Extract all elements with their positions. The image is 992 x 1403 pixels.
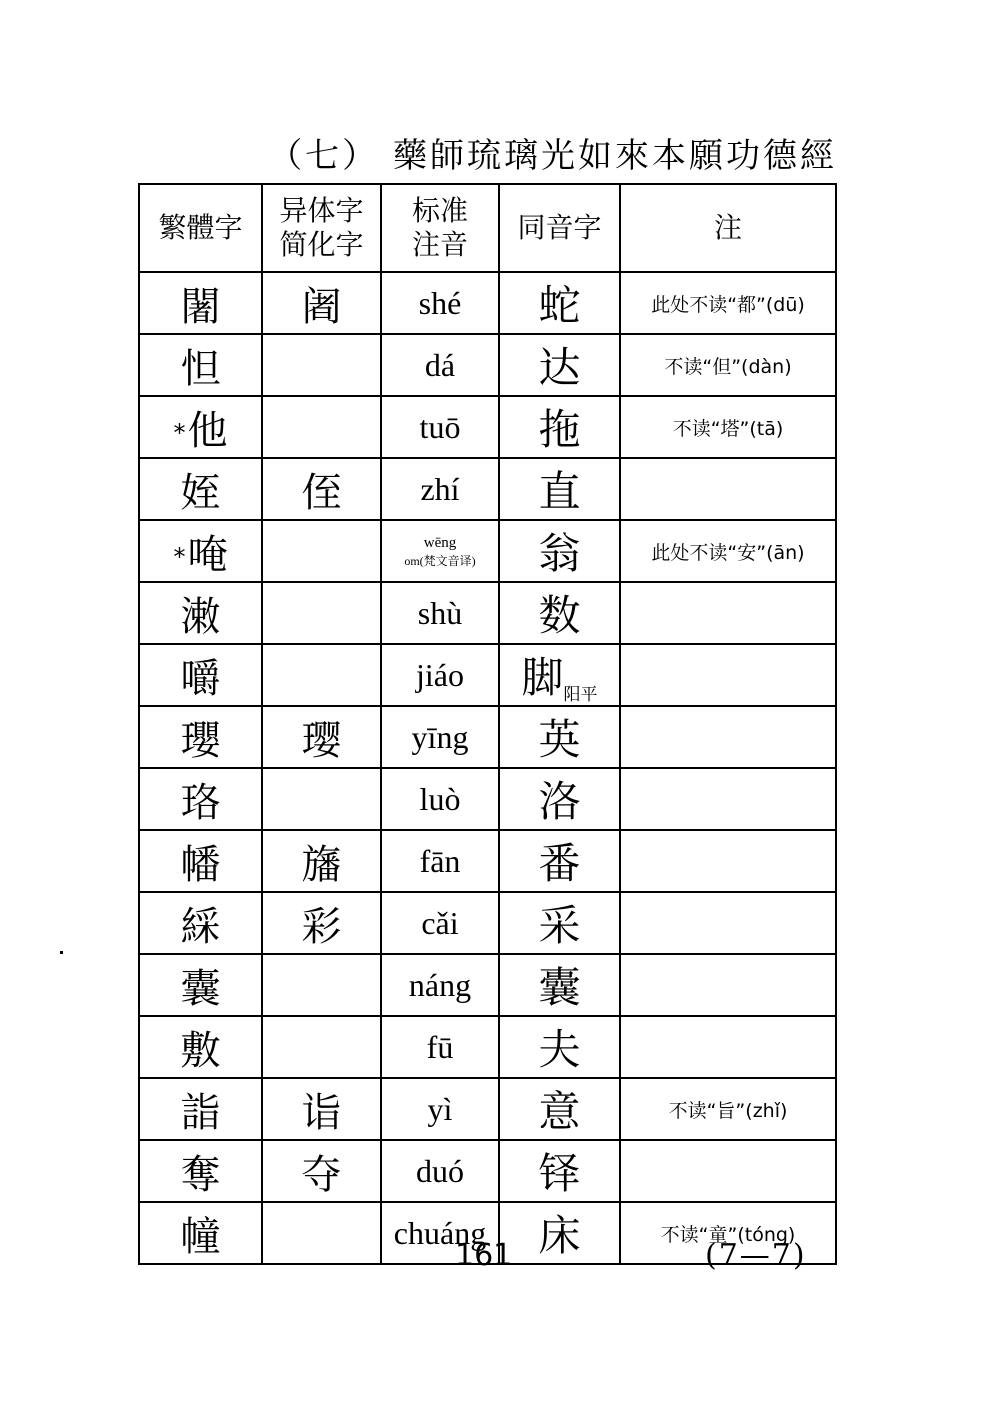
variant-simplified-cell: 夺 (262, 1140, 381, 1202)
homophone-cell (499, 954, 620, 1016)
tone-annotation: 阳平 (563, 685, 598, 705)
homophone-char: 铎 (538, 1149, 581, 1198)
pinyin-annotation: om(梵文音译) (404, 554, 476, 568)
pinyin-cell: náng (381, 954, 499, 1016)
traditional-char: 唵 (187, 531, 228, 578)
traditional-char: 奪 (180, 1151, 221, 1198)
note-cell: 不读“童”(tóng) (620, 1202, 836, 1264)
traditional-char-cell (139, 892, 262, 954)
table-row (139, 768, 836, 830)
traditional-char: 潄 (180, 593, 221, 640)
pinyin-cell: zhí (381, 458, 499, 520)
pinyin-cell: yīng (381, 706, 499, 768)
stray-mark (60, 951, 63, 954)
traditional-char-cell (139, 520, 262, 582)
traditional-char-cell (139, 1140, 262, 1202)
variant-simplified-cell: 侄 (262, 458, 381, 520)
header-variant-simplified (262, 184, 381, 272)
pinyin-cell: duó (381, 1140, 499, 1202)
pinyin-cell: luò (381, 768, 499, 830)
traditional-char-cell (139, 830, 262, 892)
page-title: （七） 藥師琉璃光如來本願功德經 (268, 136, 837, 176)
variant-simplified-cell: 阇 (262, 272, 381, 334)
traditional-char: 他 (187, 407, 228, 454)
note-cell: 此处不读“安”(ān) (620, 520, 836, 582)
traditional-char-cell (139, 954, 262, 1016)
table-row (139, 1140, 836, 1202)
note-cell (620, 1140, 836, 1202)
traditional-char-cell (139, 1016, 262, 1078)
table-row (139, 1016, 836, 1078)
homophone-char: 采 (538, 901, 581, 950)
homophone-char: 夫 (538, 1025, 581, 1074)
variant-simplified-cell (262, 954, 381, 1016)
homophone-cell (499, 582, 620, 644)
table-row (139, 706, 836, 768)
homophone-cell (499, 334, 620, 396)
header-row (139, 184, 836, 272)
homophone-cell (499, 272, 620, 334)
pinyin-cell: shù (381, 582, 499, 644)
note-cell: 此处不读“都”(dū) (620, 272, 836, 334)
homophone-char: 意 (538, 1087, 581, 1136)
table-row (139, 954, 836, 1016)
table-row (139, 272, 836, 334)
header-standard-pinyin-text: 标准 注音 (411, 194, 468, 261)
variant-simplified-cell: 彩 (262, 892, 381, 954)
traditional-char-cell (139, 706, 262, 768)
homophone-char: 英 (538, 715, 581, 764)
header-variant-simplified-text: 异体字 简化字 (279, 194, 364, 261)
homophone-cell (499, 396, 620, 458)
variant-simplified-cell (262, 582, 381, 644)
note-cell (620, 768, 836, 830)
traditional-char-cell (139, 272, 262, 334)
table-row (139, 644, 836, 706)
homophone-cell (499, 706, 620, 768)
homophone-char: 番 (538, 839, 581, 888)
traditional-char: 嚼 (180, 655, 221, 702)
pinyin-cell: fū (381, 1016, 499, 1078)
table-row (139, 458, 836, 520)
homophone-cell (499, 644, 620, 706)
homophone-cell (499, 520, 620, 582)
asterisk-mark: * (173, 542, 186, 571)
traditional-char-cell (139, 582, 262, 644)
homophone-cell (499, 892, 620, 954)
table-row (139, 396, 836, 458)
homophone-char: 蛇 (538, 281, 581, 330)
traditional-char-cell (139, 1078, 262, 1140)
pinyin-cell: fān (381, 830, 499, 892)
traditional-char-cell (139, 768, 262, 830)
traditional-char-cell (139, 396, 262, 458)
homophone-cell (499, 1016, 620, 1078)
table-row (139, 520, 836, 582)
note-cell (620, 644, 836, 706)
note-cell: 不读“塔”(tā) (620, 396, 836, 458)
traditional-char: 怛 (180, 345, 221, 392)
traditional-char: 姪 (180, 469, 221, 516)
pinyin-cell: cǎi (381, 892, 499, 954)
traditional-char: 囊 (180, 965, 221, 1012)
header-note: 注 (620, 184, 836, 272)
page-number: 161 (455, 1238, 513, 1273)
traditional-char: 珞 (180, 779, 221, 826)
traditional-char-cell (139, 334, 262, 396)
homophone-char: 洛 (538, 777, 581, 826)
note-cell (620, 830, 836, 892)
pinyin-cell: tuō (381, 396, 499, 458)
homophone-cell (499, 1078, 620, 1140)
homophone-char: 床 (538, 1211, 581, 1260)
note-cell: 不读“但”(dàn) (620, 334, 836, 396)
table-row (139, 892, 836, 954)
traditional-char: 詣 (180, 1089, 221, 1136)
traditional-char: 闍 (180, 283, 221, 330)
homophone-cell (499, 830, 620, 892)
homophone-char: 达 (538, 343, 581, 392)
header-standard-pinyin (381, 184, 499, 272)
variant-simplified-cell: 璎 (262, 706, 381, 768)
traditional-char: 瓔 (180, 717, 221, 764)
homophone-char: 脚 (521, 653, 564, 702)
traditional-char: 幡 (180, 841, 221, 888)
pinyin-cell (381, 520, 499, 582)
traditional-char-cell (139, 1202, 262, 1264)
table-row (139, 1078, 836, 1140)
homophone-char: 拖 (538, 405, 581, 454)
variant-simplified-cell (262, 768, 381, 830)
note-cell (620, 1016, 836, 1078)
variant-simplified-cell (262, 1202, 381, 1264)
pinyin-cell: chuáng (381, 1202, 499, 1264)
pinyin-cell: jiáo (381, 644, 499, 706)
header-traditional: 繁體字 (139, 184, 262, 272)
homophone-char: 直 (538, 467, 581, 516)
header-homophone: 同音字 (499, 184, 620, 272)
homophone-char: 数 (538, 591, 581, 640)
note-cell (620, 892, 836, 954)
traditional-char: 幢 (180, 1213, 221, 1260)
variant-simplified-cell (262, 1016, 381, 1078)
pinyin-cell: shé (381, 272, 499, 334)
traditional-char-cell (139, 644, 262, 706)
homophone-cell (499, 1202, 620, 1264)
pinyin-cell: yì (381, 1078, 499, 1140)
note-cell (620, 954, 836, 1016)
homophone-cell (499, 768, 620, 830)
note-cell (620, 458, 836, 520)
pinyin-text: wēng (423, 535, 457, 551)
traditional-char: 敷 (180, 1027, 221, 1074)
variant-simplified-cell: 旛 (262, 830, 381, 892)
pinyin-cell: dá (381, 334, 499, 396)
table-row (139, 582, 836, 644)
variant-simplified-cell (262, 644, 381, 706)
homophone-cell (499, 1140, 620, 1202)
homophone-char: 囊 (538, 963, 581, 1012)
glossary-table (138, 183, 837, 1265)
variant-simplified-cell (262, 520, 381, 582)
note-cell (620, 582, 836, 644)
traditional-char: 綵 (180, 903, 221, 950)
note-cell: 不读“旨”(zhǐ) (620, 1078, 836, 1140)
asterisk-mark: * (173, 418, 186, 447)
variant-simplified-cell: 诣 (262, 1078, 381, 1140)
section-number: (7—7) (705, 1238, 807, 1273)
table-row (139, 830, 836, 892)
table-row (139, 334, 836, 396)
traditional-char-cell (139, 458, 262, 520)
note-cell (620, 706, 836, 768)
homophone-char: 翁 (538, 529, 581, 578)
variant-simplified-cell (262, 334, 381, 396)
homophone-cell (499, 458, 620, 520)
variant-simplified-cell (262, 396, 381, 458)
